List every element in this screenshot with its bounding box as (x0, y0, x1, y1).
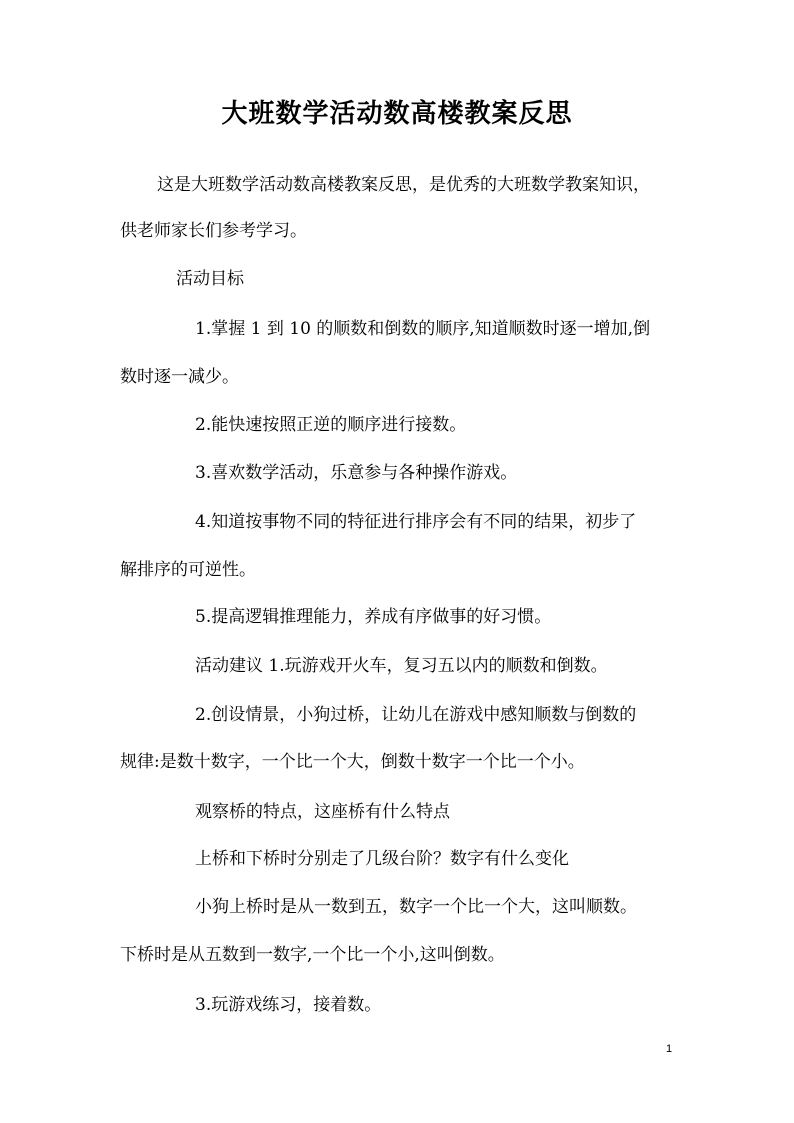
suggestion-item-1: 活动建议 1.玩游戏开火车，复习五以内的顺数和倒数。 (195, 656, 608, 676)
page-number: 1 (666, 1043, 673, 1055)
objective-item-4: 4.知道按事物不同的特征进行排序会有不同的结果，初步了 (195, 512, 637, 532)
objective-item-5: 5.提高逻辑推理能力，养成有序做事的好习惯。 (195, 607, 552, 627)
objective-item-3: 3.喜欢数学活动，乐意参与各种操作游戏。 (195, 463, 518, 483)
paragraph-line: 小狗上桥时是从一数到五，数字一个比一个大，这叫顺数。 (195, 897, 637, 917)
section-heading-objectives: 活动目标 (176, 269, 244, 289)
suggestion-item-2: 2.创设情景，小狗过桥，让幼儿在游戏中感知顺数与倒数的 (195, 705, 637, 725)
objective-item-1: 1.掌握 1 到 10 的顺数和倒数的顺序,知道顺数时逐一增加,倒 (195, 319, 651, 339)
paragraph-line: 供老师家长们参考学习。 (120, 221, 307, 241)
objective-item-1-continued: 数时逐一减少。 (120, 367, 239, 387)
suggestion-item-3: 3.玩游戏练习，接着数。 (195, 995, 382, 1015)
objective-item-4-continued: 解排序的可逆性。 (120, 560, 256, 580)
document-title: 大班数学活动数高楼教案反思 (221, 99, 573, 129)
paragraph-line: 这是大班数学活动数高楼教案反思，是优秀的大班数学教案知识， (157, 175, 650, 195)
paragraph-line: 观察桥的特点，这座桥有什么特点 (195, 802, 450, 822)
paragraph-line: 上桥和下桥时分别走了几级台阶？数字有什么变化 (195, 849, 569, 869)
paragraph-line: 下桥时是从五数到一数字,一个比一个小,这叫倒数。 (120, 945, 505, 965)
suggestion-item-2-continued: 规律:是数十数字，一个比一个大，倒数十数字一个比一个小。 (120, 752, 585, 772)
objective-item-2: 2.能快速按照正逆的顺序进行接数。 (195, 415, 467, 435)
